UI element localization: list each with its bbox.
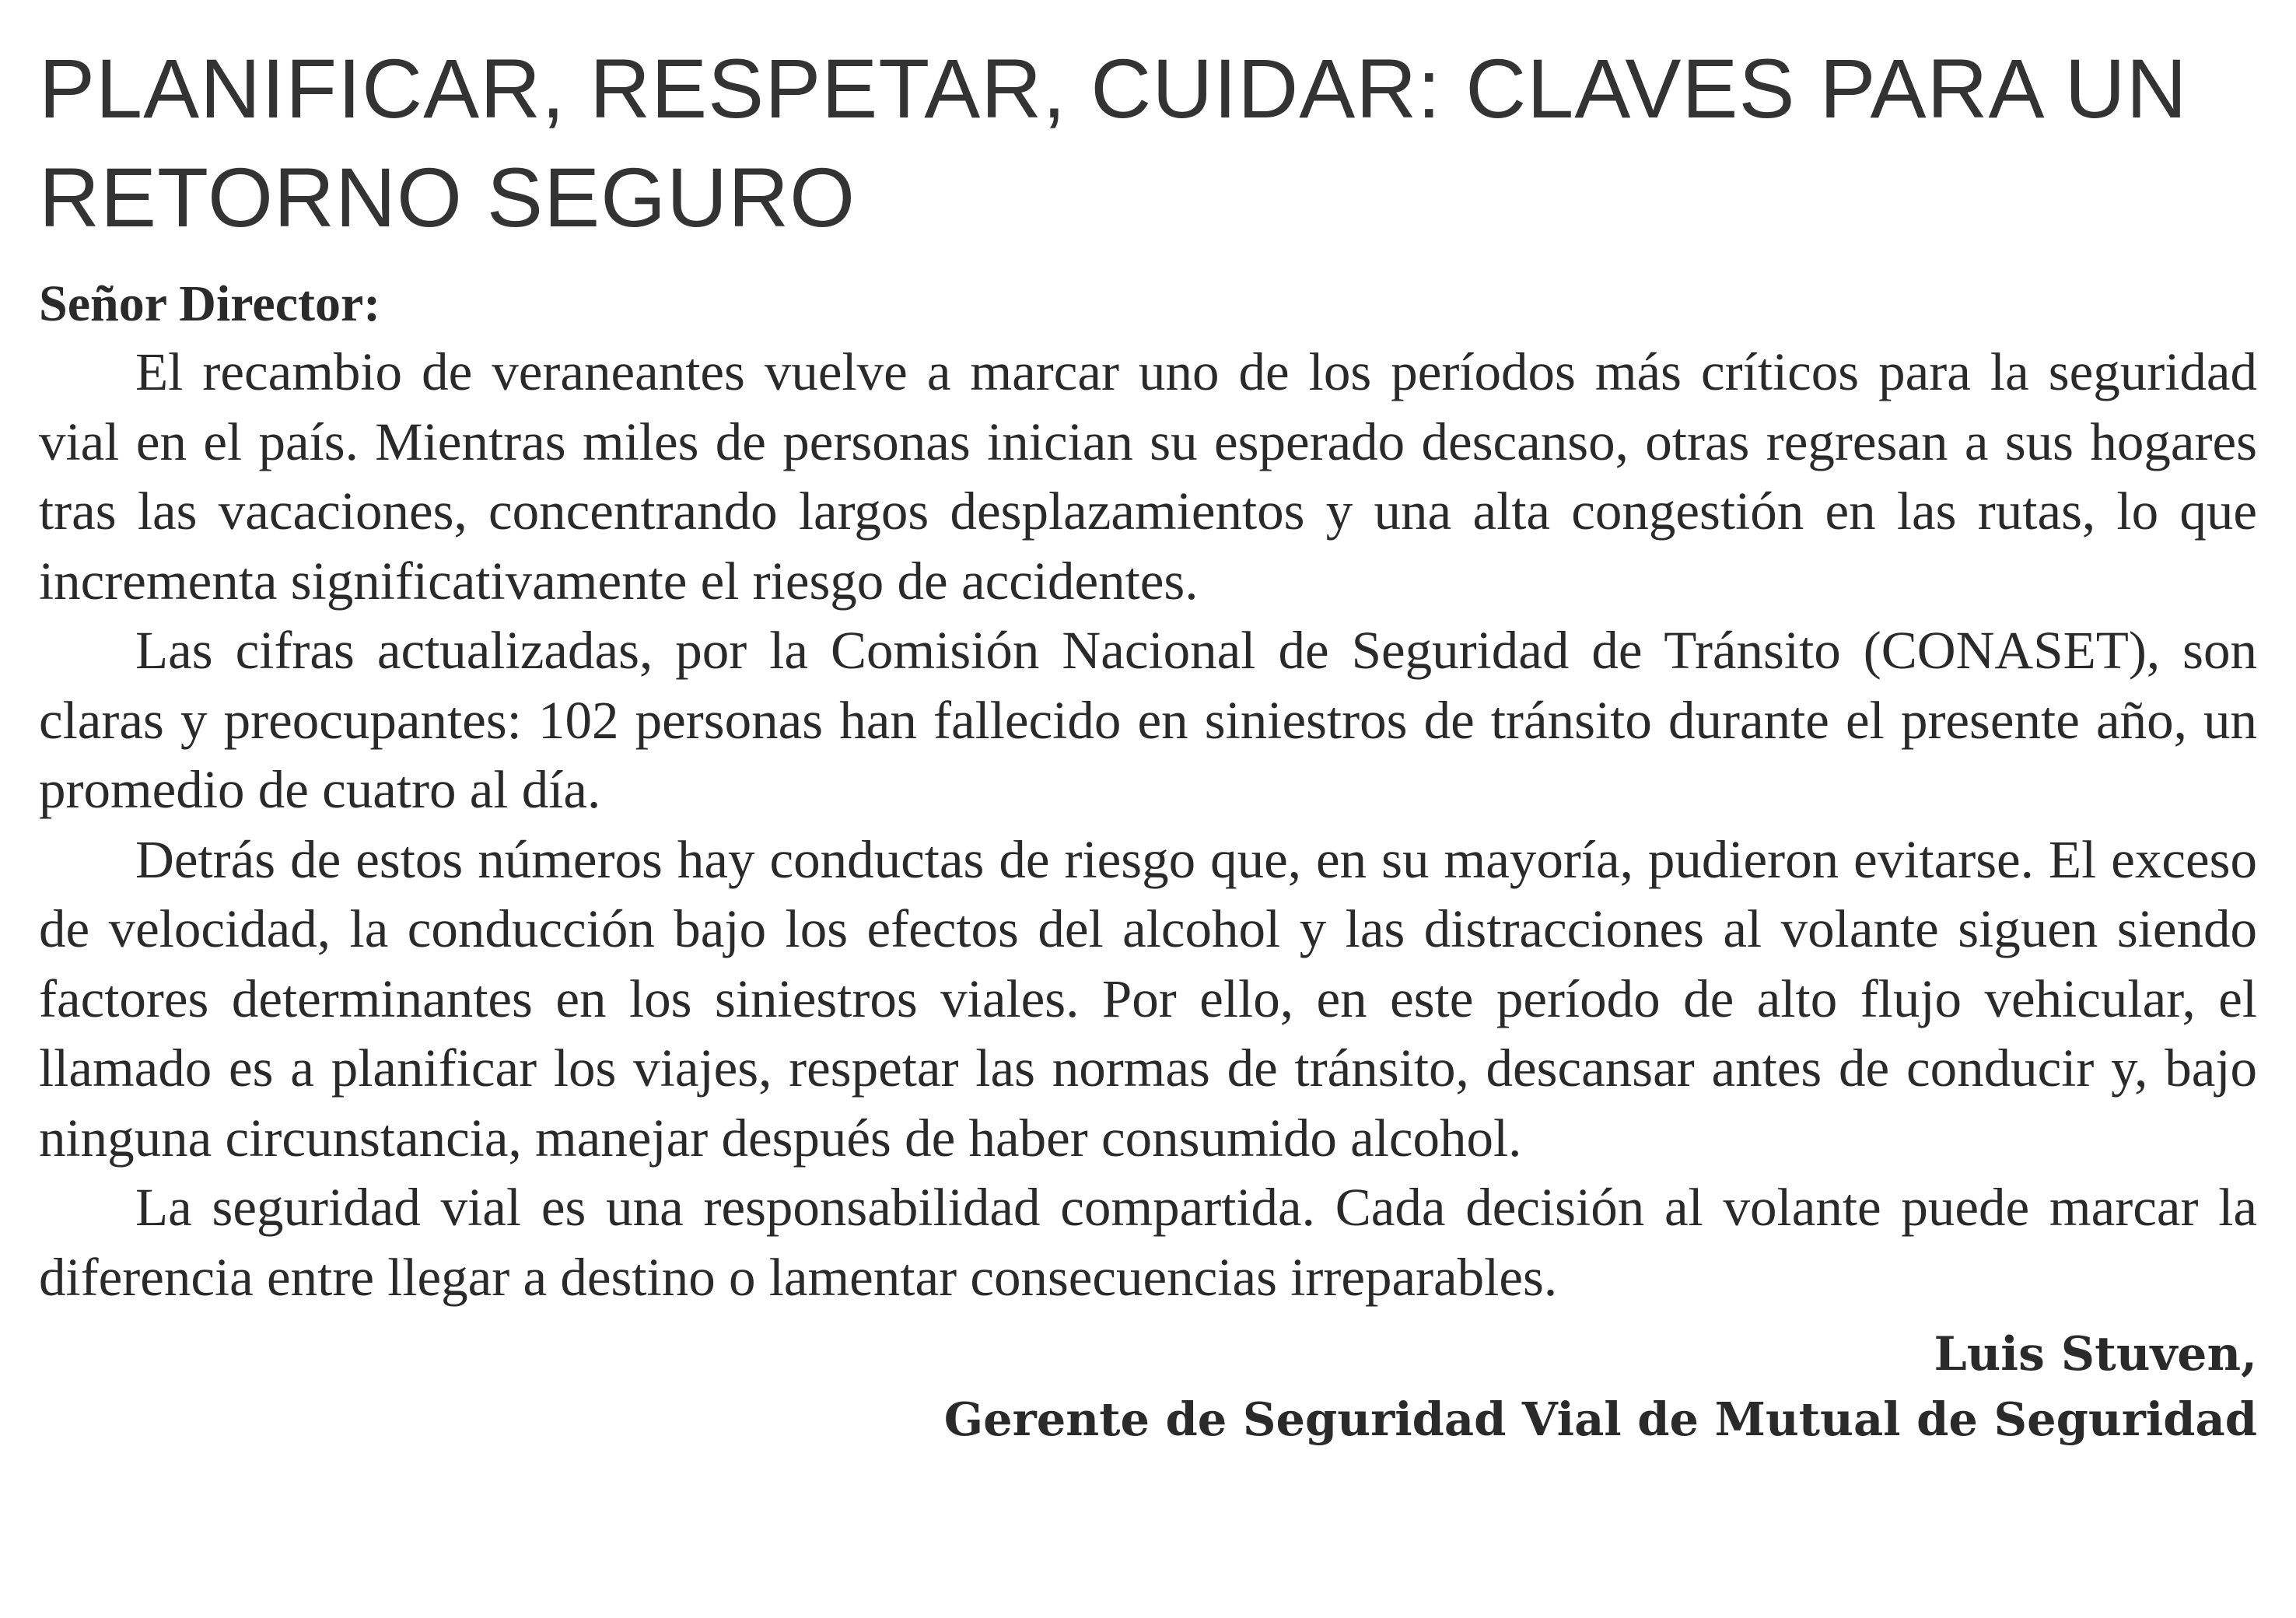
letter-to-editor [39, 34, 2257, 1452]
signature-name: Luis Stuven, [1934, 1327, 2257, 1382]
headline: PLANIFICAR, RESPETAR, CUIDAR: CLAVES PARA UN RETORNO SEGURO [39, 41, 2188, 244]
paragraph: Las cifras actualizadas, por la Comisión Nacional de Seguridad de Tránsito (CONASET), son claras y preocupantes: 102 personas han fallecido en siniestros de tránsito durante el presente año, un promedio de cuatro al día. [39, 621, 2257, 819]
paragraph: Detrás de estos números hay conductas de riesgo que, en su mayoría, pudieron evitarse. El exceso de velocidad, la conducción bajo los efectos del alcohol y las distracciones al volante siguen siendo factores determinantes en los siniestros viales. Por ello, en este período de alto flujo vehicular, el llamado es a planificar los viajes, respetar las normas de tránsito, descansar antes de conducir y, bajo ninguna circunstancia, manejar después de haber consumido alcohol. [39, 829, 2257, 1168]
salutation: Señor Director: [39, 275, 381, 332]
signature-role: Gerente de Seguridad Vial de Mutual de Seguridad [943, 1392, 2257, 1446]
letter-body [39, 338, 2257, 1312]
paragraph: El recambio de veraneantes vuelve a marcar uno de los períodos más críticos para la seguridad vial en el país. Mientras miles de personas inician su esperado descanso, otras regresan a sus hogares tras las vacaciones, concentrando largos desplazamientos y una alta congestión en las rutas, lo que incrementa significativamente el riesgo de accidentes. [39, 342, 2257, 611]
signature [39, 1322, 2257, 1452]
paragraph: La seguridad vial es una responsabilidad compartida. Cada decisión al volante puede marcar la diferencia entre llegar a destino o lamentar consecuencias irreparables. [39, 1178, 2257, 1307]
